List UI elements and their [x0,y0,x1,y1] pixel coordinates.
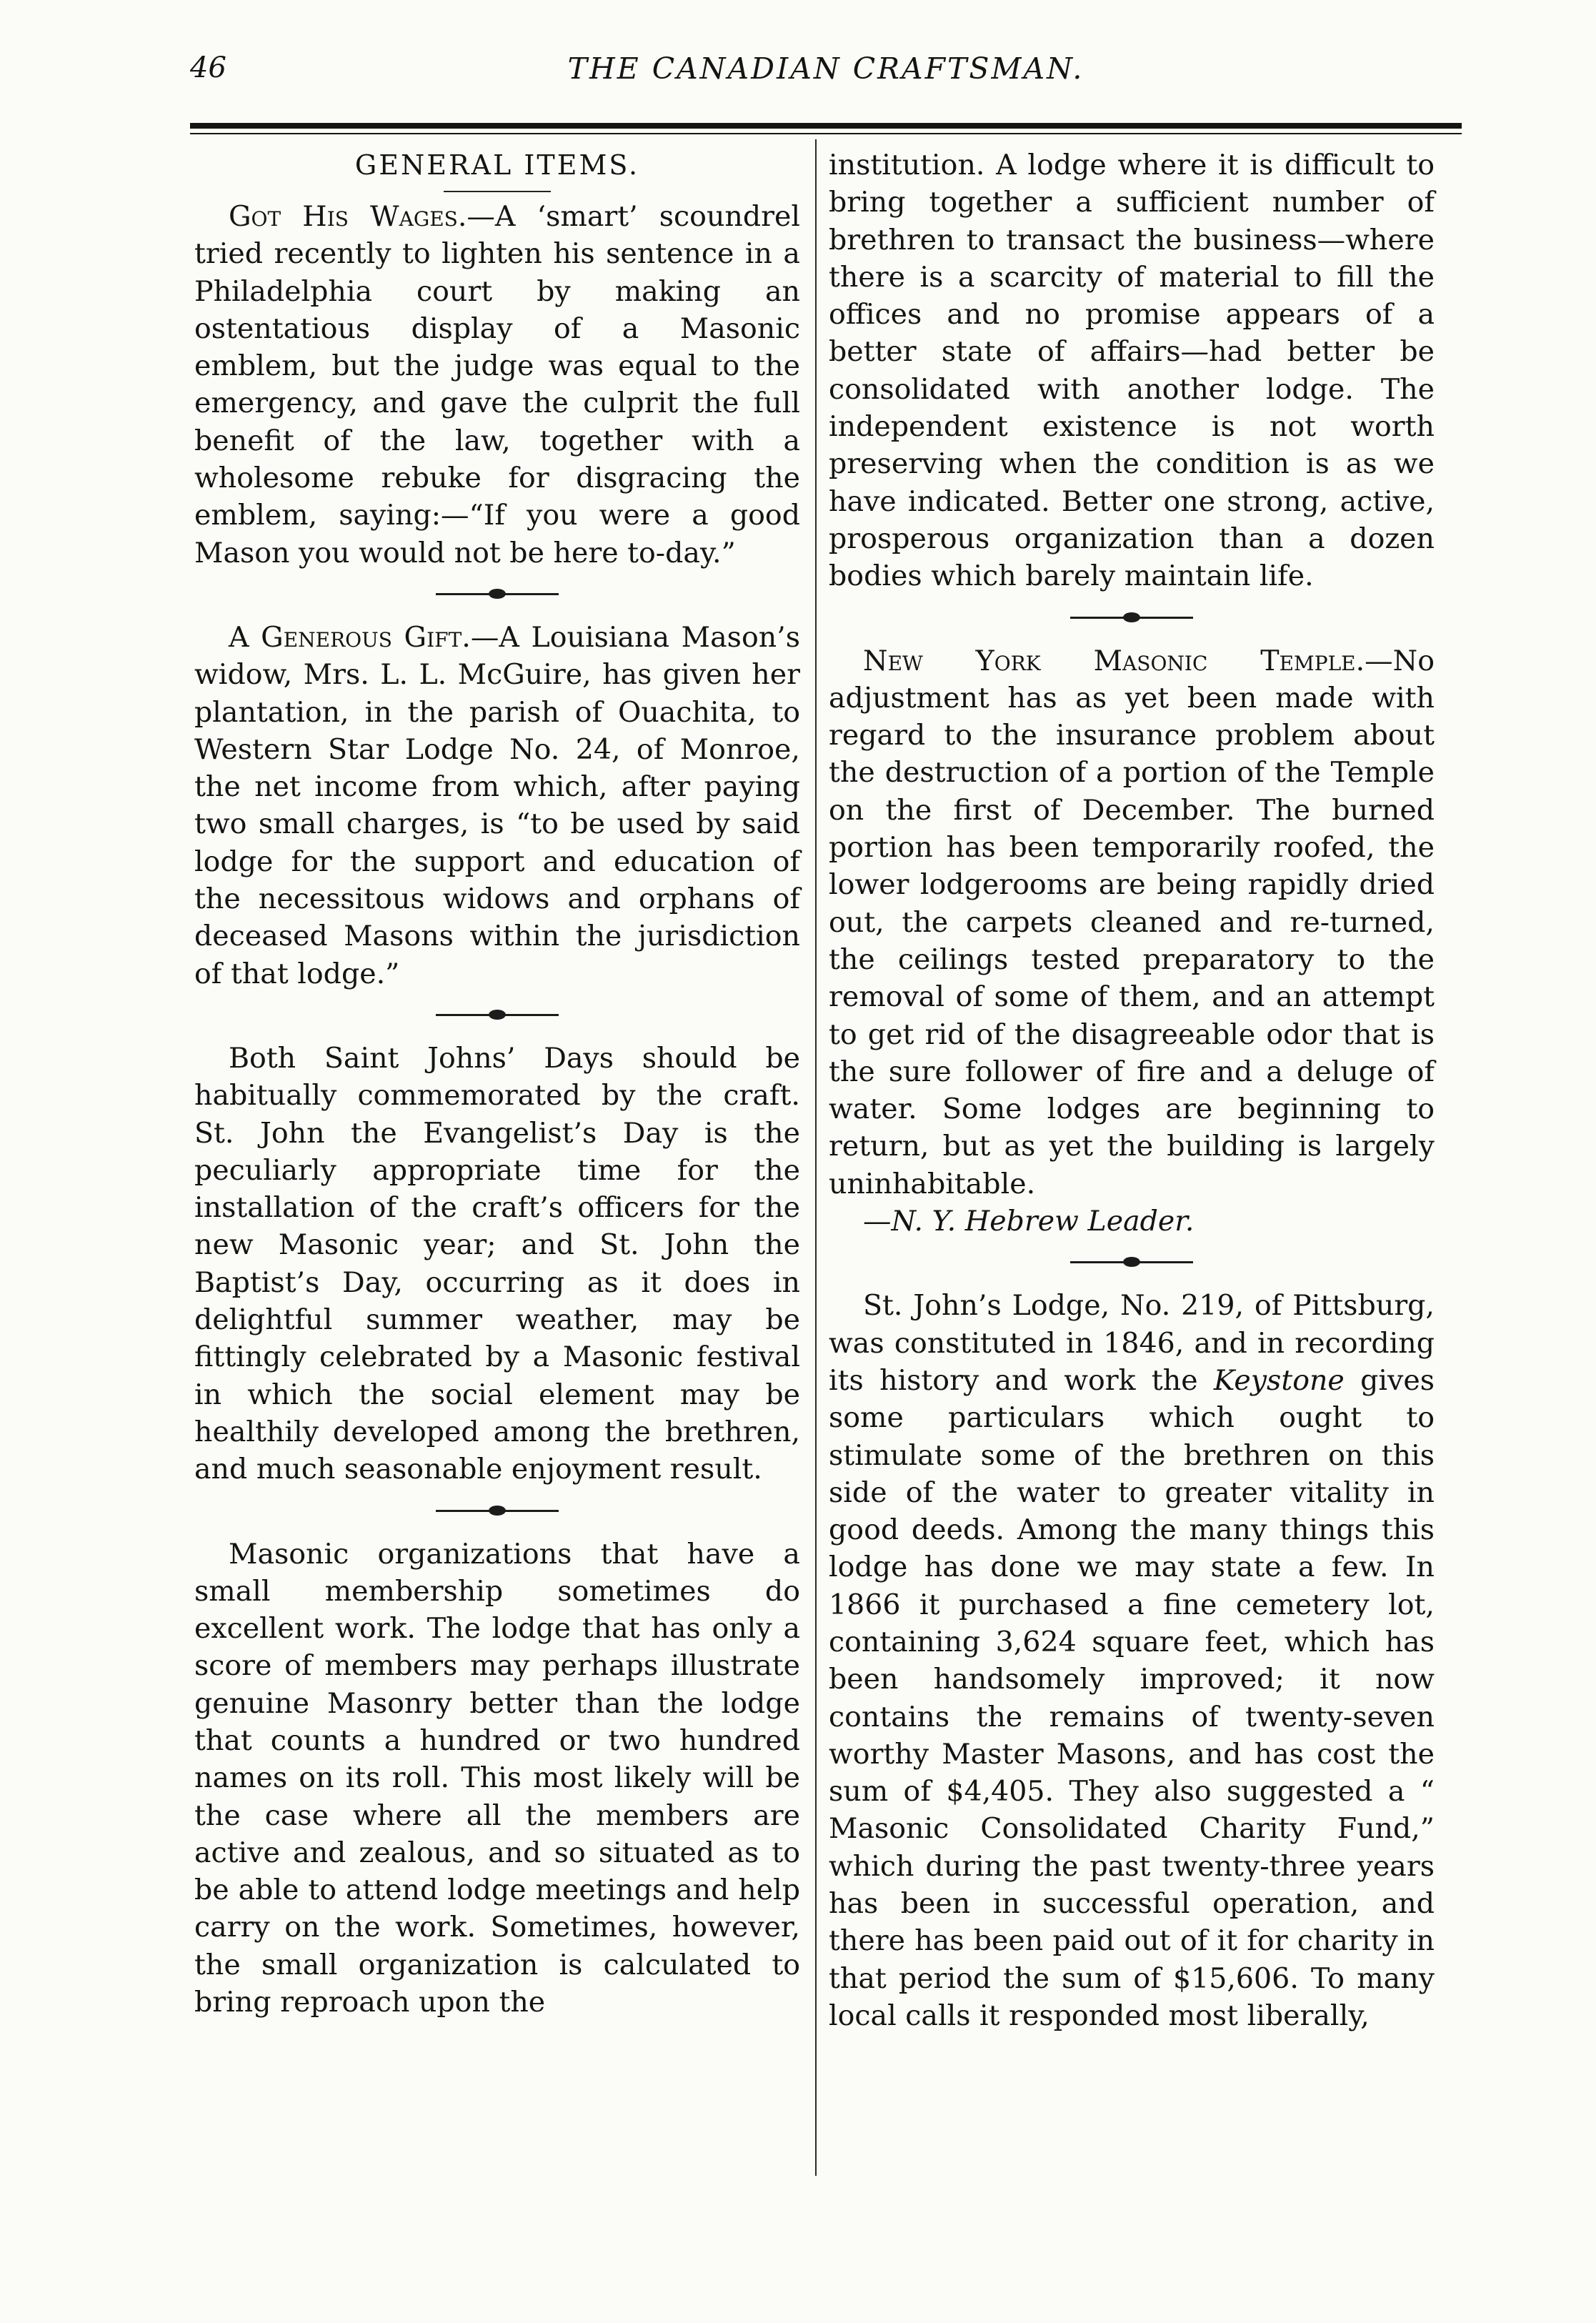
item-st-johns-lodge [829,1287,1435,2034]
header-rule-thin [190,133,1462,134]
item-generous-gift [194,619,800,993]
ornament-divider [436,582,559,606]
item-text-part: gives some particulars which ought to stimulate some of the brethren on this side of the water to greater vitality in good deeds. Among the many things this lodge has done we may state a few. In 1866 it purchased a fine cemetery lot, containing 3,624 square feet, which has been handsomely improved; it now contains the remains of twenty-seven worthy Master Masons, and has cost the sum of $4,405. They also suggested a “ Masonic Consolidated Charity Fund,” which during the past twenty-three years has been in successful operation, and there has been paid out of it for charity in that period the sum of $15,606. To many local calls it responded most liberally, [829,1363,1435,2032]
item-got-his-wages [194,198,800,572]
ornament-divider [1070,605,1193,630]
left-column [194,146,800,2021]
page-number: 46 [190,51,226,84]
periodical-name: Keystone [1213,1363,1345,1397]
running-title: THE CANADIAN CRAFTSMAN. [567,51,1084,86]
item-small-organizations-continued: institution. A lodge where it is difficult to bring together a sufficient number of brethren to transact the business—where there is a scarcity of material to fill the offices and no promise appears of a better state of affairs—had better be consolidated with another lodge. The independent existence is not worth preserving when the condition is as we have indicated. Better one strong, active, prosperous organization than a dozen bodies which barely maintain life. [829,149,1435,593]
item-saint-johns-days: Both Saint Johns’ Days should be habitually commemorated by the craft. St. John the Evangelist’s Day is the peculiarly appropriate time for the installation of the craft’s officers for the new Masonic year; and St. John the Baptist’s Day, occurring as it does in delightful summer weather, may be fittingly celebrated by a Masonic festival in which the social element may be healthily developed among the brethren, and much seasonable enjoyment result. [194,1041,800,1486]
item-text: —No adjustment has as yet been made with regard to the insurance problem about the destruction of a portion of the Temple on the first of December. The burned portion has been temporarily roofed, the lower lodgerooms are being rapidly dried out, the carpets cleaned and re-turned, the ceilings tested preparatory to the removal of some of them, and an attempt to get rid of the disagreeable odor that is the sure follower of fire and a deluge of water. Some lodges are beginning to return, but as yet the building is largely uninhabitable. [829,644,1435,1200]
item-small-organizations: Masonic organizations that have a small membership sometimes do excellent work. The lodge that has only a score of members may perhaps illustrate genuine Masonry better than the lodge that counts a hundred or two hundred names on its roll. This most likely will be the case where all the members are active and zealous, and so situated as to be able to attend lodge meetings and help carry on the work. Sometimes, however, the small organization is calculated to bring reproach upon the [194,1537,800,2019]
item-source [829,1203,1435,1240]
item-title: New York Masonic Temple. [863,644,1365,677]
header-rule-thick [190,123,1462,129]
source-citation: —N. Y. Hebrew Leader. [863,1205,1194,1238]
item-text: —A ‘smart’ scoundrel tried recently to lighten his sentence in a Philadelphia court by making an ostentatious display of a Masonic emblem, but the judge was equal to the emergency, and gave the culprit the full benefit of the law, together with a wholesome rebuke for disgracing the emblem, saying:—“If you were a good Mason you would not be here to-day.” [194,200,800,569]
item-text: —A Louisiana Mason’s widow, Mrs. L. L. McGuire, has given her plantation, in the parish of Ouachita, to Western Star Lodge No. 24, of Monroe, the net income from which, after paying two small charges, is “to be used by said lodge for the support and education of the necessitous widows and orphans of deceased Masons within the jurisdiction of that lodge.” [194,620,800,990]
item-title: A Generous Gift. [229,620,471,654]
ornament-divider [1070,1250,1193,1274]
page-header [190,51,1462,101]
item-text-part: St. John’s Lodge, No. 219, of Pittsburg, was constituted in 1846, and in recording its history and work the [829,1289,1435,1397]
item-new-york-temple [829,642,1435,1203]
column-divider [815,139,817,2176]
ornament-divider [436,1003,559,1027]
section-title-rule [444,191,551,192]
item-title: Got His Wages. [229,200,467,233]
ornament-divider [436,1498,559,1523]
section-title: GENERAL ITEMS. [354,149,640,181]
right-column [829,146,1435,2034]
